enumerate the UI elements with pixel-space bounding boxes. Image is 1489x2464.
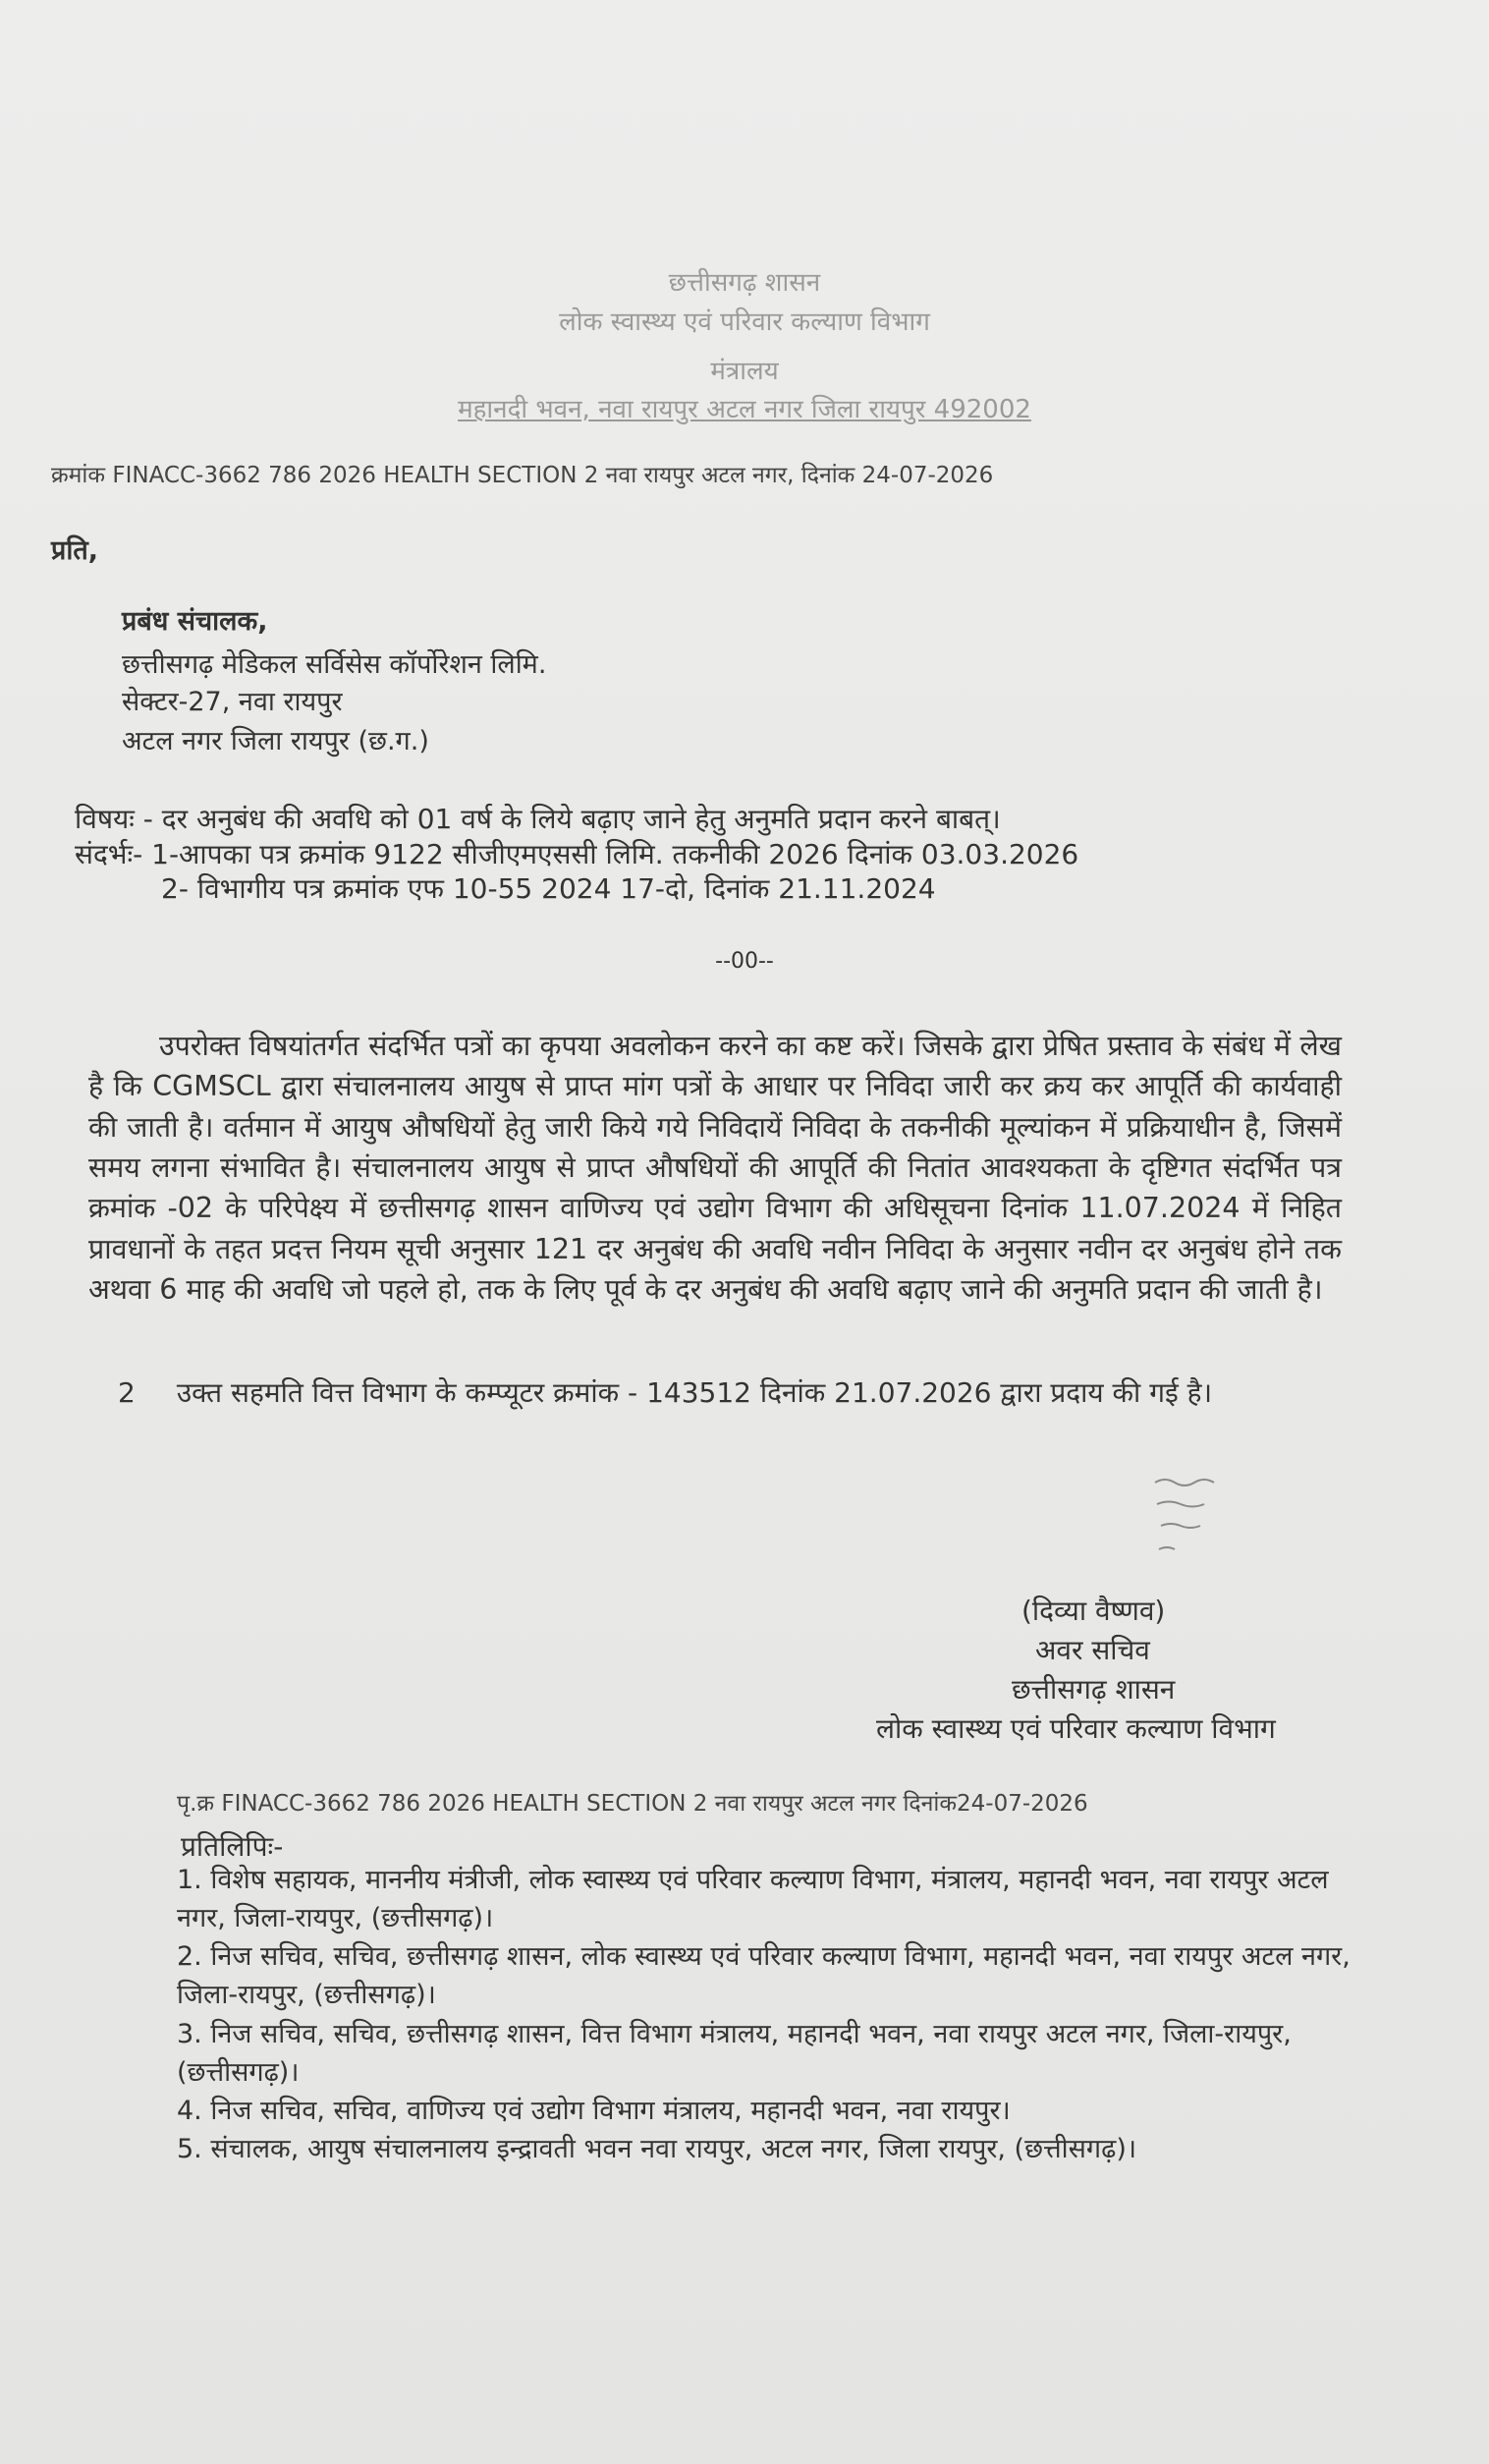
signatory-designation: अवर सचिव: [1035, 1634, 1150, 1666]
salutation: प्रति,: [51, 535, 99, 566]
digital-signature-stamp: [1147, 1469, 1265, 1586]
signatory-government: छत्तीसगढ़ शासन: [1012, 1673, 1176, 1706]
copy-item-1: 1. विशेष सहायक, माननीय मंत्रीजी, लोक स्वास्थ्य एवं परिवार कल्याण विभाग, मंत्रालय, महानदी भवन, नवा रायपुर अटल नगर, जिला-रायपुर, (छत्तीसगढ़)।: [177, 1865, 1329, 1934]
addressee-title: प्रबंध संचालक,: [122, 606, 268, 637]
body-paragraph-2: [118, 1373, 1212, 1411]
copy-item-2: 2. निज सचिव, सचिव, छत्तीसगढ़ शासन, लोक स्वास्थ्य एवं परिवार कल्याण विभाग, महानदी भवन, नवा रायपुर अटल नगर, जिला-रायपुर, (छत्तीसगढ़)।: [177, 1941, 1351, 2011]
signatory-department: लोक स्वास्थ्य एवं परिवार कल्याण विभाग: [876, 1712, 1276, 1745]
addressee-sector: सेक्टर-27, नवा रायपुर: [122, 687, 343, 717]
paragraph-2-text: उक्त सहमति वित्त विभाग के कम्प्यूटर क्रमांक - 143512 दिनांक 21.07.2026 द्वारा प्रदाय की गई है।: [176, 1376, 1213, 1409]
addressee-organization: छत्तीसगढ़ मेडिकल सर्विसेस कॉर्पोरेशन लिमि.: [122, 649, 547, 680]
reference-2: 2- विभागीय पत्र क्रमांक एफ 10-55 2024 17-दो, दिनांक 21.11.2024: [161, 872, 936, 905]
header-department: लोक स्वास्थ्य एवं परिवार कल्याण विभाग: [559, 308, 930, 337]
addressee-city: अटल नगर जिला रायपुर (छ.ग.): [122, 726, 429, 756]
copy-item-4: 4. निज सचिव, सचिव, वाणिज्य एवं उद्योग विभाग मंत्रालय, महानदी भवन, नवा रायपुर।: [177, 2095, 1011, 2126]
subject-line: विषयः - दर अनुबंध की अवधि को 01 वर्ष के लिये बढ़ाए जाने हेतु अनुमति प्रदान करने बाबत्।: [75, 803, 1001, 835]
signatory-name: (दिव्या वैष्णव): [1021, 1595, 1166, 1627]
paragraph-1-text: उपरोक्त विषयांतर्गत संदर्भित पत्रों का कृपया अवलोकन करने का कष्ट करें। जिसके द्वारा प्रेषित प्रस्ताव के संबंध में लेख है कि CGMSCL द्वारा संचालनालय आयुष से प्राप्त मांग पत्रों के आधार पर निविदा जारी कर क्रय कर आपूर्ति की कार्यवाही की जाती है। वर्तमान में आयुष औषधियों हेतु जारी किये गये निविदायें निविदा के तकनीकी मूल्यांकन में प्रक्रियाधीन है, जिसमें समय लगना संभावित है। संचालनालय आयुष से प्राप्त औषधियों की आपूर्ति की नितांत आवश्यकता के दृष्टिगत संदर्भित पत्र क्रमांक -02 के परिपेक्ष्य में छत्तीसगढ़ शासन वाणिज्य एवं उद्योग विभाग की अधिसूचना दिनांक 11.07.2024 में निहित प्रावधानों के तहत प्रदत्त नियम सूची अनुसार 121 दर अनुबंध की अवधि नवीन निविदा के अनुसार नवीन दर अनुबंध होने तक अथवा 6 माह की अवधि जो पहले हो, तक के लिए पूर्व के दर अनुबंध की अवधि बढ़ाए जाने की अनुमति प्रदान की जाती है।: [88, 1030, 1342, 1306]
reference-number: क्रमांक FINACC-3662 786 2026 HEALTH SECTION 2 नवा रायपुर अटल नगर, दिनांक 24-07-2026: [51, 463, 994, 488]
copy-list: [177, 1861, 1381, 2168]
copy-label: प्रतिलिपिः-: [181, 1830, 284, 1863]
header-ministry: मंत्रालय: [710, 357, 779, 386]
separator: --00--: [715, 949, 774, 974]
body-paragraph-1: [88, 1026, 1342, 1310]
header-address: महानदी भवन, नवा रायपुर अटल नगर जिला रायपुर 492002: [458, 395, 1031, 424]
copy-item-3: 3. निज सचिव, सचिव, छत्तीसगढ़ शासन, वित्त विभाग मंत्रालय, महानदी भवन, नवा रायपुर अटल नगर, जिला-रायपुर, (छत्तीसगढ़)।: [177, 2018, 1292, 2088]
copy-item-5: 5. संचालक, आयुष संचालनालय इन्द्रावती भवन नवा रायपुर, अटल नगर, जिला रायपुर, (छत्तीसगढ़)।: [177, 2133, 1137, 2164]
header-government: छत्तीसगढ़ शासन: [668, 268, 821, 298]
endorsement-reference: पृ.क्र FINACC-3662 786 2026 HEALTH SECTION 2 नवा रायपुर अटल नगर दिनांक24-07-2026: [177, 1791, 1088, 1817]
paragraph-2-number: 2: [118, 1376, 136, 1409]
signature-scribble-icon: [1147, 1469, 1265, 1577]
reference-1: संदर्भः- 1-आपका पत्र क्रमांक 9122 सीजीएमएससी लिमि. तकनीकी 2026 दिनांक 03.03.2026: [75, 838, 1079, 870]
